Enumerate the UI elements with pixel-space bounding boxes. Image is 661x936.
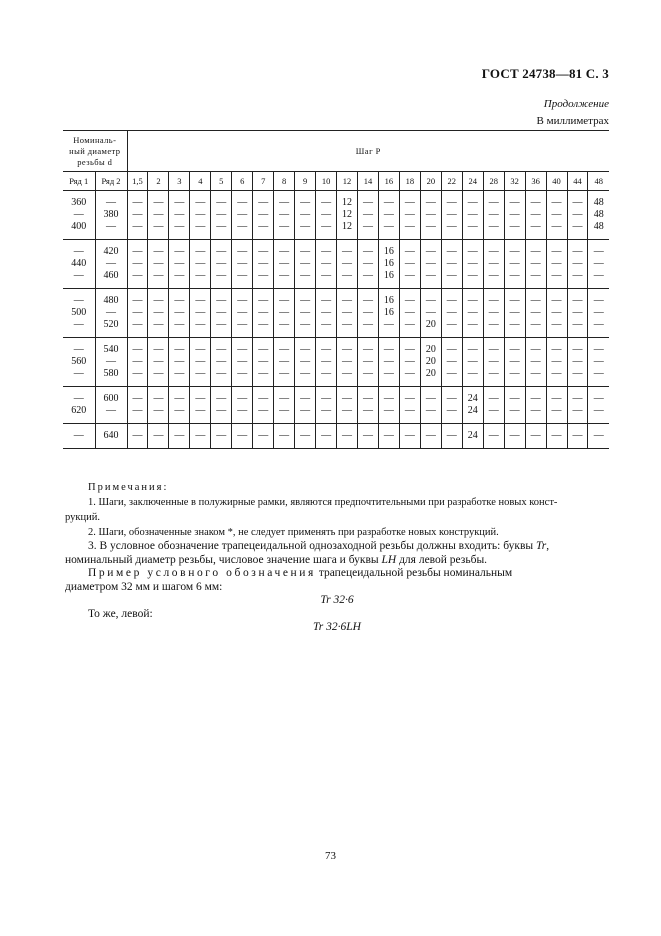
step-cell: — — — [190,191,211,240]
step-cell: — [316,424,337,449]
step-cell: — — — [127,240,148,289]
step-cell: — — — [504,289,525,338]
formula-1: Tr 32·6 [320,594,354,606]
step-col-header: 16 [378,172,399,191]
step-cell: 24 [462,424,483,449]
step-cell: — [358,424,379,449]
step-cell: — — — [358,191,379,240]
step-cell: — [399,424,420,449]
step-cell: — — — [420,191,441,240]
row2-diameter-cell: 640 [95,424,127,449]
step-cell: — [232,424,253,449]
step-cell: — — — [337,240,358,289]
step-col-header: 10 [316,172,337,191]
step-cell: — — — [316,240,337,289]
units-label: В миллиметрах [536,115,609,127]
step-cell: — — [399,387,420,424]
step-col-header: 36 [525,172,546,191]
step-cell: — — — [525,289,546,338]
page-number: 73 [325,850,336,862]
row2-diameter-cell: 540 — 580 [95,338,127,387]
step-cell: 16 16 16 [378,240,399,289]
step-cell: — — — [593,246,604,281]
step-cell: — — [483,387,504,424]
step-cell: — — [316,387,337,424]
step-cell: — — [295,387,316,424]
step-cell: — — — [593,344,604,379]
step-cell: — — — [169,338,190,387]
step-cell: — — — [127,289,148,338]
step-cell: — — — [211,338,232,387]
step-col-header: 3 [169,172,190,191]
row2-diameter-cell: 420 — 460 [95,240,127,289]
step-cell: — — — [441,191,462,240]
step-cell: — — — [337,338,358,387]
row1-diameter-cell: 360 — 400 [63,191,95,240]
table-row-group [63,191,609,240]
row1-header: Ряд 1 [63,172,95,191]
step-cell: — — — [253,338,274,387]
step-cell: — — — [546,338,567,387]
table-row-group [63,338,609,387]
paragraph-3: 3. В условное обозначение трапецеидальной однозаходной резьбы должны входить: буквы Tr, [88,540,550,552]
step-cell: — [420,424,441,449]
step-cell: 48 48 48 [593,197,604,232]
step-cell: — — [378,387,399,424]
step-cell: — — — [295,289,316,338]
continuation-label: Продолжение [543,98,609,110]
step-col-header: 44 [567,172,588,191]
step-cell: — — — [148,338,169,387]
step-cell: — — — [232,240,253,289]
step-cell: — — — [253,240,274,289]
step-cell: — — — [378,338,399,387]
step-cell: — — — [483,191,504,240]
step-cell: — — — [546,289,567,338]
step-cell: 20 20 20 [420,338,441,387]
step-cell: — — — [525,240,546,289]
step-cell: — [274,424,295,449]
table-row-group [63,424,609,449]
step-cell: — [337,424,358,449]
step-col-header: 24 [462,172,483,191]
step-col-header: 7 [253,172,274,191]
step-cell: — — — [525,338,546,387]
step-col-header: 6 [232,172,253,191]
step-cell: — — — [274,289,295,338]
step-cell: — — — [462,191,483,240]
notes-title: Примечания: [88,482,169,493]
step-cell: — — — [567,289,588,338]
body-text [65,540,609,635]
step-cell: — [378,424,399,449]
step-cell: — — — [546,191,567,240]
step-cell: — [567,424,588,449]
step-cell: — — [253,387,274,424]
step-cell: — — — [253,289,274,338]
left-thread-label: То же, левой: [88,607,153,620]
step-cell: — [483,424,504,449]
step-cell: — — [127,387,148,424]
note-2: 2. Шаги, обозначенные знаком *, не следует применять при разработке новых конструкций. [88,527,499,538]
step-col-header: 20 [420,172,441,191]
table-row-group [63,289,609,338]
step-cell: — [127,424,148,449]
note-1-cont: рукций. [65,512,100,523]
note-1: 1. Шаги, заключенные в полужирные рамки, являются предпочтительными при разработке новых конст- [88,497,558,508]
step-cell: — — [190,387,211,424]
step-cell: — — — [567,191,588,240]
step-cell: — — — [295,191,316,240]
example-line-2: диаметром 32 мм и шагом 6 мм: [65,580,223,593]
step-cell: — — — [483,289,504,338]
step-cell: — — — [399,338,420,387]
step-col-header: 9 [295,172,316,191]
step-cell: — — — [593,295,604,330]
running-header: ГОСТ 24738—81 С. 3 [481,66,609,81]
step-cell: — — — [399,289,420,338]
step-cell: — — [274,387,295,424]
step-cell: — — — [567,240,588,289]
step-cell: — — [567,387,588,424]
step-cell: — — — [169,191,190,240]
step-cell: 16 16 — [378,289,399,338]
step-col-header: 5 [211,172,232,191]
step-cell: — [441,424,462,449]
step-col-header: 4 [190,172,211,191]
step-cell: — — — [295,240,316,289]
paragraph-3-cont: номинальный диаметр резьбы, числовое значение шага и буквы LH для левой резьбы. [65,553,488,566]
step-cell: — — — [274,240,295,289]
step-col-header: 18 [399,172,420,191]
step-cell: — — — [462,338,483,387]
step-cell: — [525,424,546,449]
step-cell: — — — [483,240,504,289]
notes-section [65,480,608,540]
step-col-header: 48 [588,172,609,191]
step-cell: — — — [462,289,483,338]
step-cell: — — — [567,338,588,387]
row1-diameter-cell: — 440 — [63,240,95,289]
thread-pitch-table [63,130,609,449]
step-cell: — — — [211,240,232,289]
step-col-header: 12 [337,172,358,191]
step-cell: — — [169,387,190,424]
step-cell: — — — [378,191,399,240]
step-cell: — — — [190,338,211,387]
step-cell: — — [441,387,462,424]
step-cell: — [148,424,169,449]
step-cell: — — — [462,240,483,289]
step-cell: — — [148,387,169,424]
nominal-diameter-header: Номиналь- ный диаметр резьбы d [63,131,127,172]
row1-diameter-cell: — 500 — [63,289,95,338]
step-cell: — — — [127,338,148,387]
step-cell: — — — [253,191,274,240]
step-cell: — [253,424,274,449]
step-cell: — — — [232,289,253,338]
step-cell: — — — [399,240,420,289]
step-cell: — [504,424,525,449]
step-cell: — — [504,387,525,424]
step-header: Шаг P [127,131,609,172]
step-col-header: 28 [483,172,504,191]
step-col-header: 2 [148,172,169,191]
step-cell: — — — [274,338,295,387]
step-cell: — [546,424,567,449]
step-cell: — — — [169,240,190,289]
step-cell: — [211,424,232,449]
step-cell: — — — [399,191,420,240]
step-cell: 12 12 12 [337,191,358,240]
step-cell: — — [420,387,441,424]
step-cell: — — — [483,338,504,387]
step-col-header: 32 [504,172,525,191]
step-cell: 24 24 [462,387,483,424]
step-cell: — — — [420,240,441,289]
row2-diameter-cell: 480 — 520 [95,289,127,338]
row1-diameter-cell: — 620 [63,387,95,424]
step-cell: — — — [441,240,462,289]
step-col-header: 8 [274,172,295,191]
step-cell: — — — [211,289,232,338]
step-cell: — — — [148,240,169,289]
table-row-group [63,387,609,424]
step-cell: — — — [525,191,546,240]
step-cell: — [295,424,316,449]
step-cell: — — — [190,240,211,289]
step-cell: — [169,424,190,449]
step-cell: — — — [441,338,462,387]
step-cell: — — — [337,289,358,338]
step-cell: — — — [441,289,462,338]
step-cell: — — — [274,191,295,240]
row1-diameter-cell: — [63,424,95,449]
row1-diameter-cell: — 560 — [63,338,95,387]
step-cell: — — — [169,289,190,338]
step-cell: — — — [127,191,148,240]
step-cell: — — — [190,289,211,338]
step-cell: — — — [358,338,379,387]
step-cell: — — — [316,289,337,338]
step-cell: — — [593,393,604,416]
row2-diameter-cell: — 380 — [95,191,127,240]
step-cell: — — [358,387,379,424]
step-cell: — — — [295,338,316,387]
step-col-header: 40 [546,172,567,191]
step-cell: — — 20 [420,289,441,338]
step-cell: — [190,424,211,449]
step-cell: — — — [316,338,337,387]
step-cell: — — — [211,191,232,240]
step-cell: — — — [148,191,169,240]
step-cell: — — [232,387,253,424]
step-cell: — — [211,387,232,424]
step-col-header: 22 [441,172,462,191]
step-cell: — — — [232,338,253,387]
step-cell: — [593,430,604,441]
step-cell: — — — [358,240,379,289]
step-cell: — — [525,387,546,424]
row2-diameter-cell: 600 — [95,387,127,424]
row2-header: Ряд 2 [95,172,127,191]
step-cell: — — — [504,338,525,387]
formula-2: Tr 32·6LH [313,621,361,633]
step-cell: — — [337,387,358,424]
step-cell: — — — [316,191,337,240]
step-cell: — — — [546,240,567,289]
example-line: Пример условного обозначения трапецеидальной резьбы номинальным [88,567,513,579]
table-row-group [63,240,609,289]
step-cell: — — — [358,289,379,338]
step-cell: — — — [232,191,253,240]
step-cell: — — — [148,289,169,338]
step-cell: — — [546,387,567,424]
step-col-header: 1,5 [127,172,148,191]
step-cell: — — — [504,191,525,240]
step-cell: — — — [504,240,525,289]
step-col-header: 14 [358,172,379,191]
